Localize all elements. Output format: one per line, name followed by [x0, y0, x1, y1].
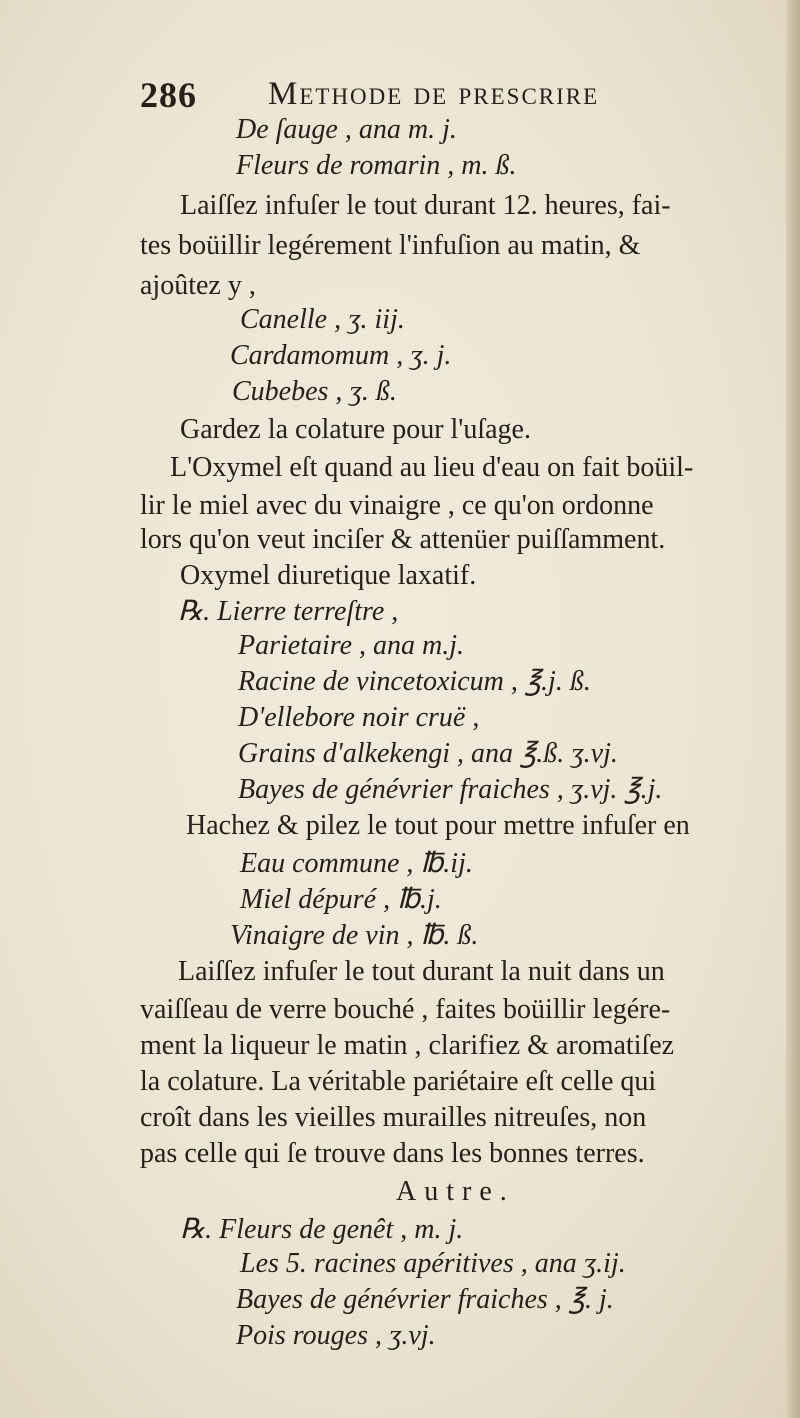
- text-line: Oxymel diuretique laxatif.: [180, 560, 477, 591]
- page-edge: [786, 0, 800, 1418]
- text-line: De ſauge , ana m. j.: [236, 114, 457, 145]
- text-line: Les 5. racines apéritives , ana ʒ.ij.: [240, 1248, 626, 1279]
- running-title: Methode de prescrire: [268, 76, 600, 112]
- text-line: ℞. Lierre terreſtre ,: [178, 596, 399, 627]
- text-line: ajoûtez y ,: [140, 270, 256, 301]
- text-line: Gardez la colature pour l'uſage.: [180, 414, 531, 445]
- text-line: Eau commune , ℔.ij.: [240, 848, 473, 879]
- text-line: Canelle , ʒ. iij.: [240, 304, 405, 335]
- text-line: L'Oxymel eſt quand au lieu d'eau on fait boüil-: [170, 452, 694, 483]
- text-line: Bayes de génévrier fraiches , ℥. j.: [236, 1284, 614, 1315]
- text-line: D'ellebore noir cruë ,: [238, 702, 480, 733]
- text-line: la colature. La véritable pariétaire eſt celle qui: [140, 1066, 657, 1097]
- text-line: lors qu'on veut inciſer & attenüer puiſſamment.: [140, 524, 666, 555]
- text-line: ℞. Fleurs de genêt , m. j.: [180, 1214, 464, 1245]
- text-line: vaiſſeau de verre bouché , faites boüillir legére-: [140, 994, 671, 1025]
- text-line: Laiſſez infuſer le tout durant 12. heures, fai-: [180, 190, 671, 221]
- text-line: Laiſſez infuſer le tout durant la nuit dans un: [178, 956, 665, 987]
- text-line: Miel dépuré , ℔.j.: [240, 884, 442, 915]
- text-line: Racine de vincetoxicum , ℥.j. ß.: [238, 666, 591, 697]
- text-line: Vinaigre de vin , ℔. ß.: [230, 920, 479, 951]
- text-line: tes boüillir legérement l'infuſion au matin, &: [140, 230, 641, 261]
- text-line: lir le miel avec du vinaigre , ce qu'on ordonne: [140, 490, 654, 521]
- text-line: pas celle qui ſe trouve dans les bonnes terres.: [140, 1138, 645, 1169]
- text-line: Fleurs de romarin , m. ß.: [236, 150, 517, 181]
- text-line: Cubebes , ʒ. ß.: [232, 376, 397, 407]
- text-line: Grains d'alkekengi , ana ℥.ß. ʒ.vj.: [238, 738, 618, 769]
- text-line: ment la liqueur le matin , clarifiez & aromatiſez: [140, 1030, 675, 1061]
- text-line: Cardamomum , ʒ. j.: [230, 340, 452, 371]
- section-heading: Autre.: [396, 1176, 515, 1207]
- text-line: croît dans les vieilles murailles nitreuſes, non: [140, 1102, 647, 1133]
- text-line: Parietaire , ana m.j.: [238, 630, 465, 661]
- text-line: Hachez & pilez le tout pour mettre infuſer en: [186, 810, 690, 841]
- text-line: Pois rouges , ʒ.vj.: [236, 1320, 436, 1351]
- page-number: 286: [140, 75, 197, 115]
- text-line: Bayes de génévrier fraiches , ʒ.vj. ℥.j.: [238, 774, 663, 805]
